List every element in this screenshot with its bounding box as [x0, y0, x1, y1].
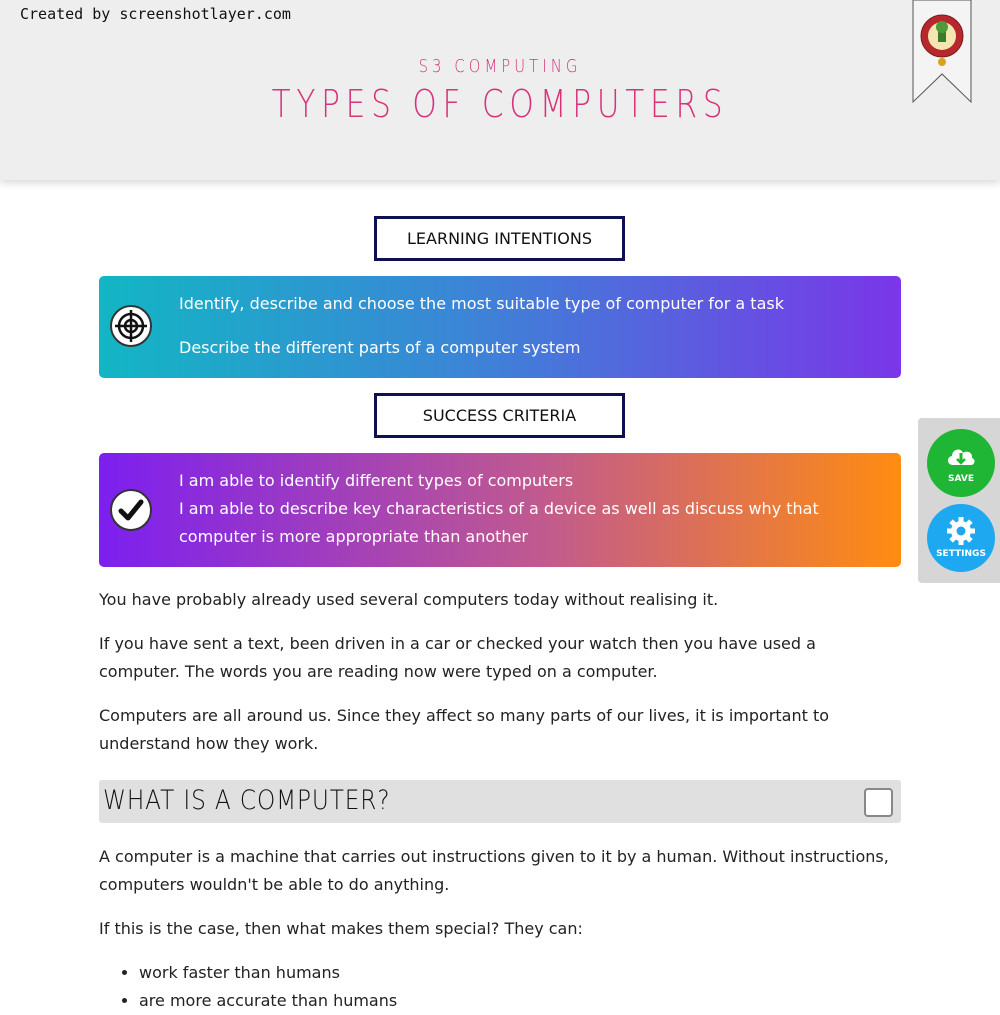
learning-intention-item: Describe the different parts of a computer system: [179, 338, 581, 357]
side-action-panel: [918, 418, 1000, 583]
complete-checkbox[interactable]: [864, 788, 893, 817]
success-criterion-item: I am able to identify different types of computers: [179, 471, 574, 490]
page-header: [0, 0, 1000, 180]
list-item: • are more accurate than humans: [139, 987, 899, 1015]
abilities-list: [139, 959, 899, 1015]
learning-intentions-button[interactable]: LEARNING INTENTIONS: [374, 216, 625, 261]
save-button[interactable]: [927, 429, 995, 497]
watermark: Created by screenshotlayer.com: [20, 5, 291, 23]
gear-icon: [945, 516, 977, 546]
success-criteria-box: [99, 453, 901, 567]
intro-paragraph: If you have sent a text, been driven in a car or checked your watch then you have used a computer. The words you are reading now were typed on a computer.: [99, 634, 816, 681]
intro-paragraph: Computers are all around us. Since they affect so many parts of our lives, it is important to understand how they work.: [99, 706, 830, 753]
success-criterion-item: I am able to describe key characteristics of a device as well as discuss why that computer is more appropriate than another: [179, 499, 819, 546]
checkmark-icon: [110, 489, 152, 531]
accordion-title: WHAT IS A COMPUTER?: [103, 785, 391, 816]
settings-button[interactable]: [927, 504, 995, 572]
save-label: SAVE: [948, 474, 974, 484]
success-criteria-button[interactable]: SUCCESS CRITERIA: [374, 393, 625, 438]
target-icon: [110, 305, 152, 347]
section-paragraph: If this is the case, then what makes them special? They can:: [99, 919, 583, 938]
course-subtitle: S3 COMPUTING: [418, 56, 582, 77]
what-is-a-computer-accordion[interactable]: [99, 780, 901, 823]
school-crest-ribbon: [912, 0, 972, 104]
cloud-download-icon: [945, 441, 977, 471]
page-title: TYPES OF COMPUTERS: [271, 82, 729, 126]
section-paragraph: A computer is a machine that carries out instructions given to it by a human. Without instructions, computers wouldn't be able to do anything.: [99, 847, 889, 894]
learning-intentions-box: [99, 276, 901, 378]
settings-label: SETTINGS: [936, 549, 986, 559]
intro-paragraph: You have probably already used several computers today without realising it.: [99, 590, 719, 609]
learning-intention-item: Identify, describe and choose the most suitable type of computer for a task: [179, 294, 784, 313]
list-item: • work faster than humans: [139, 959, 899, 987]
